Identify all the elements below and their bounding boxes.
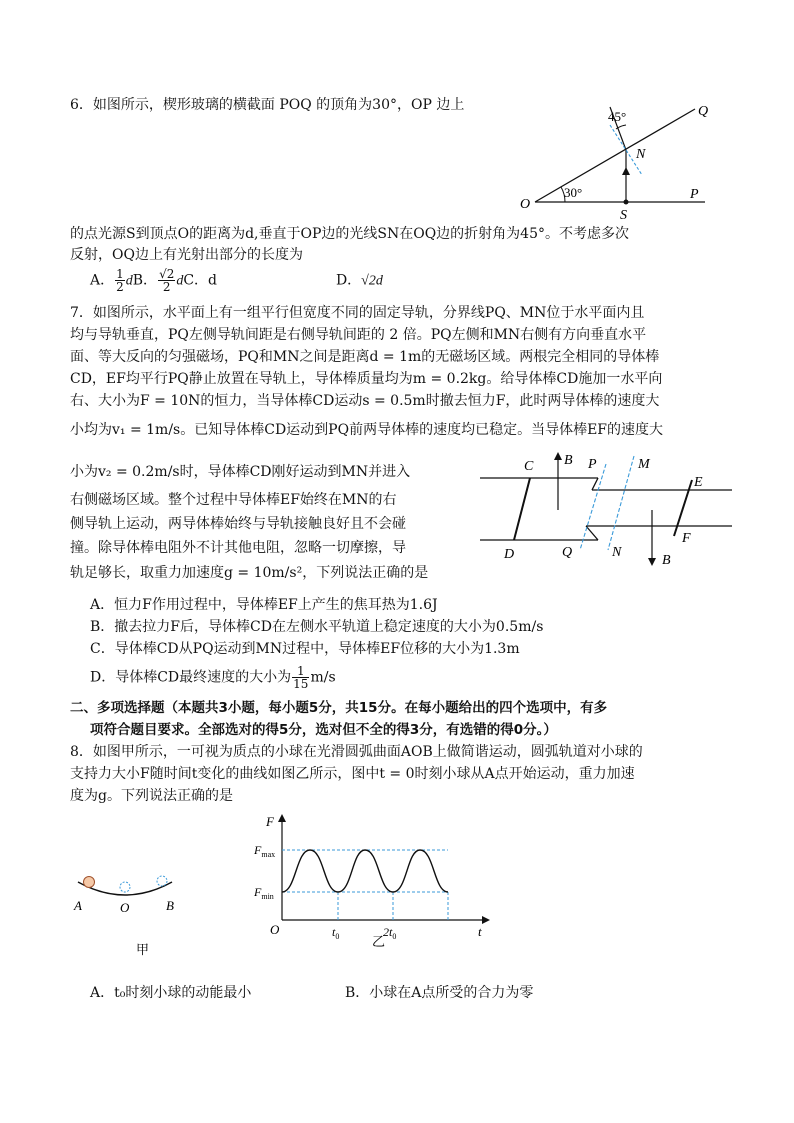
q6-wedge-figure <box>520 95 740 225</box>
q6-stem-line2: 的点光源S到顶点O的距离为d,垂直于OP边的光线SN在OQ边的折射角为45°。不考虑多次 <box>70 226 629 242</box>
q7-stem-line2: 均与导轨垂直，PQ左侧导轨间距是右侧导轨间距的 2 倍。PQ左侧和MN右侧有方向垂直水平 <box>70 327 647 343</box>
q6-stem-line3: 反射，OQ边上有光射出部分的长度为 <box>70 247 303 263</box>
q8-arc-figure <box>70 868 180 958</box>
q8-left-label-A: A <box>74 898 82 913</box>
q7-stem-line4: CD，EF均平行PQ静止放置在导轨上，导体棒质量均为m = 0.2kg。给导体棒CD施加一水平向 <box>70 371 663 387</box>
q7-stem-line1: 7．如图所示，水平面上有一组平行但宽度不同的固定导轨，分界线PQ、MN位于水平面内且 <box>70 305 645 321</box>
section2-heading-line1: 二、多项选择题（本题共3小题，每小题5分，共15分。在每小题给出的四个选项中，有多 <box>70 700 608 716</box>
q6-option-a-fraction: $\frac{1}{2}$ <box>116 267 124 294</box>
q7-option-d-fraction: $\frac{1}{15}$ <box>293 664 309 691</box>
q8-left-caption: 甲 <box>136 942 150 957</box>
q7-stem-line7: 小为v₂ = 0.2m/s时，导体棒CD刚好运动到MN并进入 <box>70 464 411 480</box>
q7-stem-line11: 轨足够长，取重力加速度g = 10m/s²，下列说法正确的是 <box>70 565 429 581</box>
svg-text:2t0: $2t_0$ <box>383 925 397 941</box>
q8-graph-caption: 乙 <box>372 934 386 949</box>
q6-stem-line1: 6．如图所示，楔形玻璃的横截面 POQ 的顶角为30°，OP 边上 <box>70 97 465 113</box>
q7-option-a: A．恒力F作用过程中，导体棒EF上产生的焦耳热为1.6J <box>90 597 438 613</box>
q6-label-45: 45° <box>608 109 627 124</box>
q6-option-d-label: D． <box>335 272 362 289</box>
q6-label-O: O <box>520 197 531 212</box>
q6-option-b-fraction: $\frac{√2}{2}$ <box>159 267 175 294</box>
q7-stem-line6: 小均为v₁ = 1m/s。已知导体棒CD运动到PQ前两导体棒的速度均已稳定。当导体棒EF的速度大 <box>70 422 664 438</box>
q8-graph-label-O: O <box>270 922 280 937</box>
q7-option-b: B．撤去拉力F后，导体棒CD在左侧水平轨道上稳定速度的大小为0.5m/s <box>90 619 544 635</box>
q6-options: A． $\frac{1}{2}$ dB． $\frac{√2}{2}$ dC．d D．√2d <box>90 267 383 294</box>
q7-label-B-up: B <box>564 453 573 468</box>
q6-label-Q: Q <box>698 104 709 119</box>
q6-label-S: S <box>620 208 627 223</box>
q8-stem-line1: 8．如图甲所示，一可视为质点的小球在光滑圆弧曲面AOB上做简谐运动，圆弧轨道对小球的 <box>70 744 643 760</box>
q7-option-c: C．导体棒CD从PQ运动到MN过程中，导体棒EF位移的大小为1.3m <box>90 641 520 657</box>
q6-option-b-label: B． <box>132 272 158 289</box>
q7-label-Q: Q <box>562 545 573 560</box>
q8-left-label-O: O <box>120 900 130 915</box>
q8-graph-label-F: F <box>266 814 274 829</box>
q8-stem-line3: 度为g。下列说法正确的是 <box>70 788 233 804</box>
q7-stem-line8: 右侧磁场区域。整个过程中导体棒EF始终在MN的右 <box>70 492 397 508</box>
q7-label-E: E <box>694 475 703 490</box>
q8-option-b: B．小球在A点所受的合力为零 <box>345 985 534 1001</box>
q6-option-d-value: √2d <box>361 273 383 289</box>
svg-text:Fmax: $F_{max}$ <box>254 843 276 859</box>
q7-label-M: M <box>638 457 650 472</box>
q8-stem-line2: 支持力大小F随时间t变化的曲线如图乙所示，图中t = 0时刻小球从A点开始运动，重力加速 <box>70 766 635 782</box>
q7-stem-line3: 面、等大反向的匀强磁场，PQ和MN之间是距离d = 1m的无磁场区域。两根完全相同的导体棒 <box>70 349 660 365</box>
q7-label-D: D <box>504 547 515 562</box>
q6-label-N: N <box>636 147 646 162</box>
q8-graph-label-t: t <box>478 924 482 939</box>
q7-label-N: N <box>612 545 622 560</box>
q7-label-F: F <box>682 531 691 546</box>
q7-option-d: D．导体棒CD最终速度的大小为 $\frac{1}{15}$ m/s <box>90 664 336 691</box>
q7-stem-line5: 右、大小为F = 10N的恒力，当导体棒CD运动s = 0.5m时撤去恒力F，此时两导体棒的速度大 <box>70 393 660 409</box>
q6-label-P: P <box>690 187 699 202</box>
q7-label-P: P <box>588 457 597 472</box>
section2-heading-line2: 项符合题目要求。全部选对的得5分，选对但不全的得3分，有选错的得0分。） <box>90 722 557 738</box>
q7-label-C: C <box>524 459 534 474</box>
svg-text:t0: $t_0$ <box>332 925 340 941</box>
q8-force-graph <box>250 812 500 952</box>
q7-label-B-down: B <box>662 553 671 568</box>
q6-option-a-label: A． <box>90 272 115 289</box>
q6-option-c: C．d <box>183 272 218 289</box>
q7-rails-figure <box>470 450 740 575</box>
q7-stem-line10: 撞。除导体棒电阻外不计其他电阻，忽略一切摩擦，导 <box>70 540 406 556</box>
svg-text:Fmin: $F_{min}$ <box>254 885 274 901</box>
q8-option-a: A．t₀时刻小球的动能最小 <box>90 985 252 1001</box>
q6-label-30: 30° <box>564 185 583 200</box>
q7-stem-line9: 侧导轨上运动，两导体棒始终与导轨接触良好且不会碰 <box>70 516 406 532</box>
q8-left-label-B: B <box>166 898 174 913</box>
